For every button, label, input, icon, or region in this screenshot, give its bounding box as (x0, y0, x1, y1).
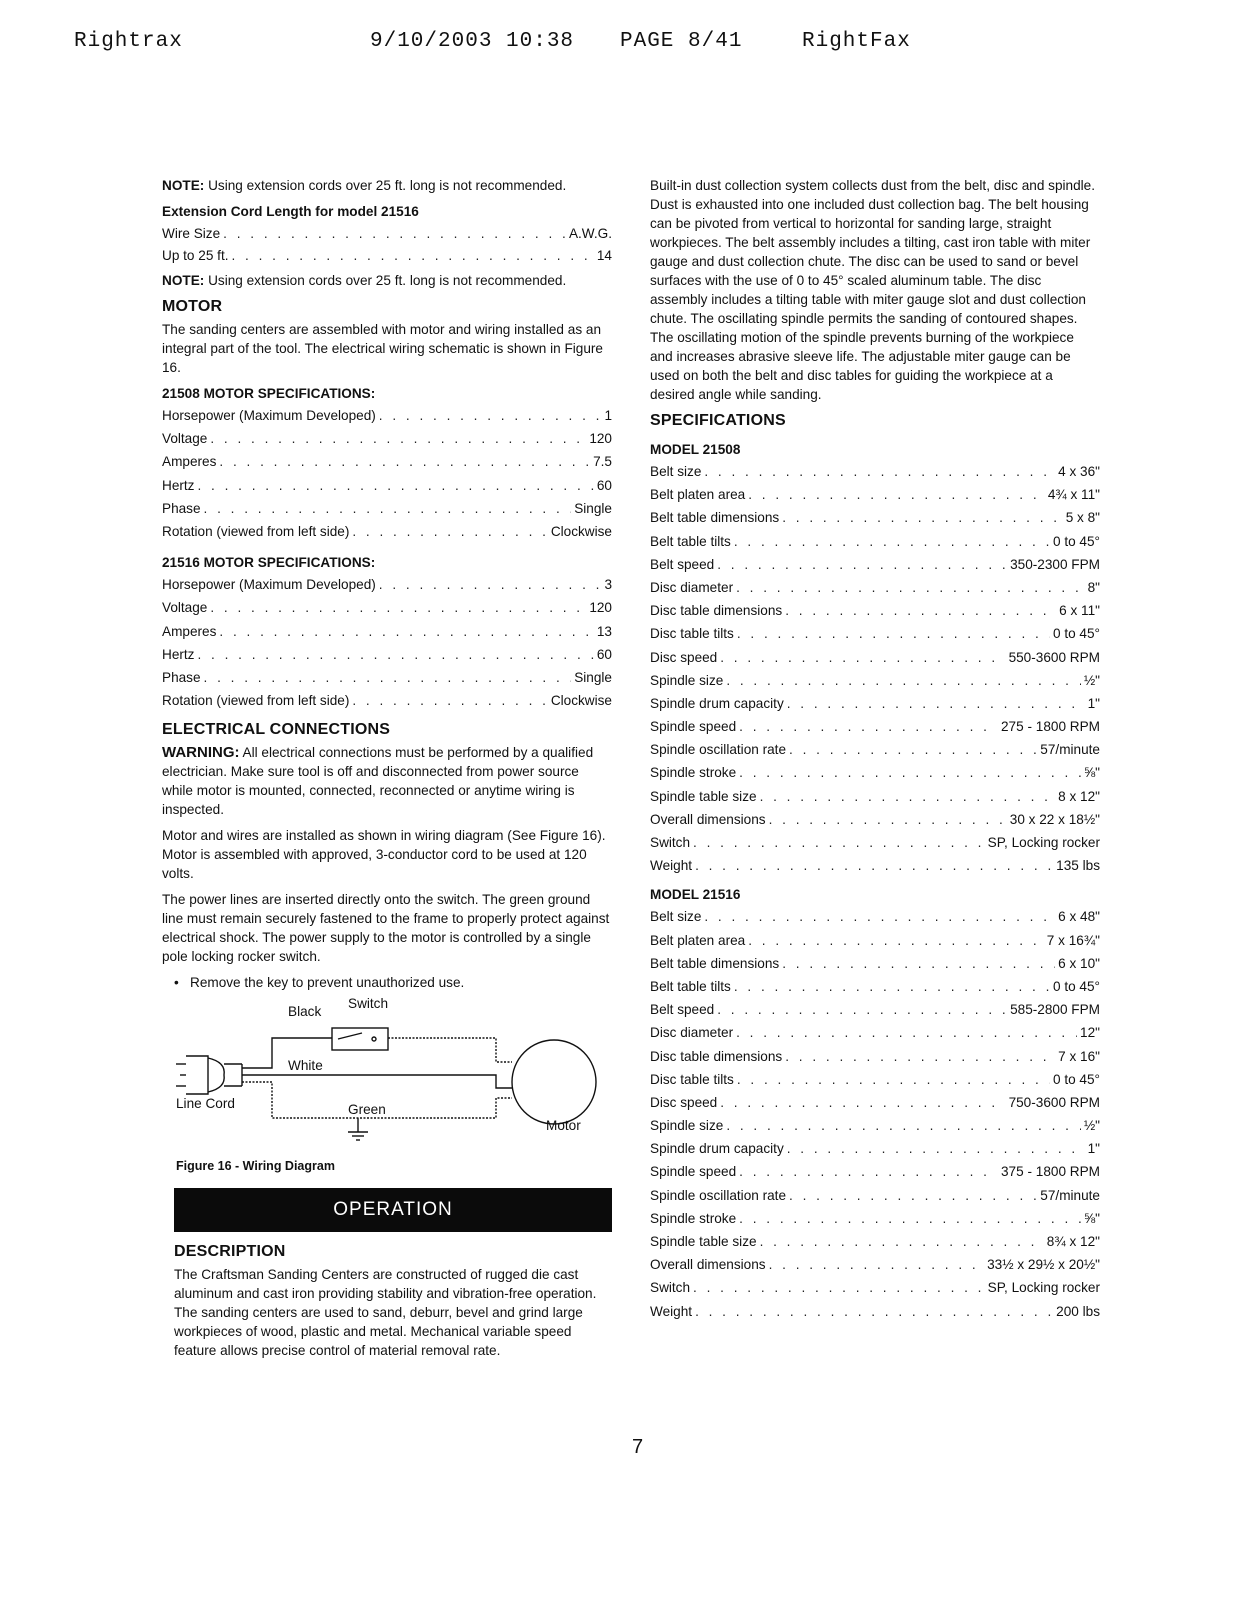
leader-dots (204, 668, 572, 687)
electrical-paragraph-3: The power lines are inserted directly onto the switch. The green ground line must remain securely fastened to the frame to properly protect against electrical shock. The power supply to the motor is controlled by a single pole locking rocker switch. (162, 892, 610, 965)
spec-row (650, 810, 1100, 833)
spec-value: Clockwise (550, 523, 612, 539)
spec-label: Amperes (162, 454, 217, 470)
leader-dots (232, 246, 594, 265)
spec-value: 1 (604, 408, 612, 423)
spec-row (650, 977, 1100, 1000)
spec-21508-heading: 21508 MOTOR SPECIFICATIONS: (162, 386, 376, 401)
left-column (162, 176, 612, 1367)
leader-dots (693, 833, 985, 852)
spec-value: 30 x 22 x 18½" (1009, 811, 1100, 827)
spec-row (650, 954, 1100, 977)
spec-value: 350-2300 FPM (1010, 556, 1100, 572)
spec-value: 135 lbs (1056, 858, 1100, 874)
spec-value: ⅝" (1083, 1210, 1100, 1226)
leader-dots (739, 1209, 1081, 1228)
spec-value: 14 (596, 248, 612, 263)
leader-dots (210, 429, 586, 448)
spec-label: Voltage (162, 600, 208, 616)
leader-dots (769, 1255, 985, 1274)
spec-label: Belt size (650, 909, 702, 925)
spec-row (650, 1255, 1100, 1278)
leader-dots (737, 1070, 1050, 1089)
leader-dots (219, 452, 590, 471)
leader-dots (748, 931, 1044, 950)
spec-row (650, 578, 1100, 601)
specifications-heading: SPECIFICATIONS (650, 412, 786, 429)
motor-circle (512, 1040, 596, 1124)
leader-dots (717, 1000, 1007, 1019)
leader-dots (379, 406, 602, 425)
spec-value: 8" (1087, 579, 1100, 595)
spec-label: Phase (162, 669, 201, 685)
spec-value: 120 (589, 600, 612, 616)
note-2 (162, 271, 612, 290)
motor-heading: MOTOR (162, 298, 223, 315)
spec-row (650, 1232, 1100, 1255)
spec-21508-table (162, 406, 612, 545)
cord-jacket (224, 1064, 242, 1086)
spec-value: 60 (596, 477, 612, 493)
spec-row (650, 907, 1100, 930)
leader-dots (695, 1302, 1053, 1321)
spec-label: Belt table tilts (650, 978, 731, 994)
spec-label: Belt table dimensions (650, 955, 780, 971)
spec-row (650, 717, 1100, 740)
spec-value: 375 - 1800 RPM (1001, 1164, 1100, 1180)
leader-dots (782, 508, 1062, 527)
spec-label: Spindle drum capacity (650, 695, 784, 711)
spec-row (650, 1070, 1100, 1093)
spec-row (162, 691, 612, 714)
leader-dots (695, 856, 1053, 875)
leader-dots (717, 555, 1007, 574)
motor-text: The sanding centers are assembled with motor and wiring installed as an integral part of the tool. The electrical wiring schematic is shown in Figure 16. (162, 322, 603, 375)
leader-dots (785, 1047, 1055, 1066)
spec-row (650, 833, 1100, 856)
spec-value: 12" (1080, 1025, 1100, 1041)
switch-to-motor-wire (388, 1038, 512, 1062)
model-21508-table (650, 462, 1100, 879)
spec-row (650, 555, 1100, 578)
spec-row (650, 532, 1100, 555)
spec-label: Hertz (162, 477, 195, 493)
leader-dots (748, 485, 1045, 504)
leader-dots (782, 954, 1055, 973)
electrical-heading: ELECTRICAL CONNECTIONS (162, 721, 391, 739)
leader-dots (787, 694, 1085, 713)
fax-sender: Rightrax (74, 30, 183, 53)
leader-dots (726, 671, 1081, 690)
spec-value: 6 x 10" (1058, 955, 1100, 971)
leader-dots (737, 624, 1050, 643)
leader-dots (789, 1186, 1037, 1205)
spec-label: Disc table dimensions (650, 603, 783, 619)
switch-contact (372, 1037, 376, 1041)
spec-value: 60 (596, 646, 612, 662)
spec-row (650, 1302, 1100, 1325)
wiring-diagram-drawing (162, 998, 602, 1153)
spec-value: 120 (589, 431, 612, 447)
spec-row (650, 856, 1100, 879)
spec-row (162, 622, 612, 645)
warning-text: All electrical connections must be performed by a qualified electrician. Make sure tool is off and disconnected from power source while motor is mounted, connected, reconnected or anytime wiring is inspected. (162, 745, 594, 818)
white-wire (242, 1075, 512, 1088)
spec-value: 4 x 36" (1058, 464, 1100, 479)
spec-row (650, 1000, 1100, 1023)
leader-dots (219, 622, 593, 641)
spec-label: Spindle size (650, 672, 724, 688)
right-column (650, 176, 1100, 1325)
spec-row (162, 598, 612, 621)
leader-dots (197, 476, 593, 495)
spec-value: 7.5 (593, 454, 612, 470)
spec-value: 57/minute (1040, 1187, 1100, 1203)
model-21516-table (650, 907, 1100, 1324)
spec-value: 1" (1087, 1141, 1100, 1157)
leader-dots (789, 740, 1037, 759)
leader-dots (704, 462, 1055, 481)
note-1-label: NOTE: (162, 178, 205, 193)
spec-row (162, 429, 612, 452)
note-2-label: NOTE: (162, 273, 205, 288)
spec-label: Spindle stroke (650, 765, 737, 781)
spec-label: Belt table tilts (650, 533, 731, 549)
spec-row (650, 931, 1100, 954)
leader-dots (352, 691, 547, 710)
leader-dots (197, 645, 593, 664)
leader-dots (739, 1162, 998, 1181)
leader-dots (760, 1232, 1044, 1251)
electrical-paragraph-2: Motor and wires are installed as shown in wiring diagram (See Figure 16). Motor is assembled with approved, 3-conductor cord to be used at 120 volts. (162, 828, 606, 882)
spec-row (650, 1116, 1100, 1139)
spec-label: Switch (650, 1280, 691, 1296)
spec-value: SP, Locking rocker (987, 1280, 1100, 1296)
spec-label: Spindle oscillation rate (650, 1187, 787, 1203)
spec-row (650, 485, 1100, 508)
spec-value: A.W.G. (568, 226, 612, 241)
spec-label: Belt speed (650, 1002, 715, 1018)
spec-value: 33½ x 29½ x 20½" (987, 1257, 1100, 1273)
leader-dots (739, 717, 998, 736)
spec-label: Overall dimensions (650, 1257, 766, 1273)
spec-row (650, 671, 1100, 694)
bullet-icon: • (174, 975, 179, 991)
spec-row (162, 575, 612, 598)
leader-dots (734, 532, 1050, 551)
spec-label: Disc diameter (650, 1025, 734, 1041)
spec-label: Weight (650, 858, 693, 874)
warning-paragraph (162, 743, 612, 819)
spec-row (162, 246, 612, 268)
note-1-text: Using extension cords over 25 ft. long is not recommended. (204, 178, 567, 193)
page-number: 7 (632, 1436, 644, 1458)
spec-row (650, 624, 1100, 647)
leader-dots (736, 1023, 1077, 1042)
spec-value: 13 (596, 623, 612, 639)
spec-label: Weight (650, 1303, 693, 1319)
spec-label: Disc speed (650, 1094, 718, 1110)
spec-value: 275 - 1800 RPM (1001, 719, 1100, 735)
spec-value: 57/minute (1040, 742, 1100, 758)
spec-label: Disc table tilts (650, 626, 734, 642)
spec-label: Spindle size (650, 1118, 724, 1134)
bullet-item (162, 973, 612, 992)
spec-label: Voltage (162, 431, 208, 447)
spec-row (162, 499, 612, 522)
spec-row (650, 1186, 1100, 1209)
spec-value: Single (574, 500, 612, 516)
spec-label: Spindle drum capacity (650, 1141, 784, 1157)
spec-label: Switch (650, 835, 691, 850)
leader-dots (787, 1139, 1085, 1158)
spec-row (162, 522, 612, 545)
leader-dots (769, 810, 1007, 829)
spec-row (650, 1209, 1100, 1232)
spec-value: 585-2800 FPM (1010, 1002, 1100, 1018)
spec-label: Rotation (viewed from left side) (162, 523, 350, 539)
fax-page: PAGE 8/41 (620, 30, 743, 53)
spec-value: 3 (604, 577, 612, 593)
spec-row (162, 452, 612, 475)
spec-row (650, 462, 1100, 485)
spec-value: 7 x 16¾" (1046, 932, 1100, 948)
spec-row (650, 1139, 1100, 1162)
leader-dots (785, 601, 1056, 620)
spec-value: Clockwise (550, 693, 612, 709)
spec-label: Overall dimensions (650, 811, 766, 827)
description-heading: DESCRIPTION (174, 1243, 286, 1261)
spec-value: 5 x 8" (1065, 510, 1100, 526)
leader-dots (352, 522, 547, 541)
operation-banner: OPERATION (174, 1188, 612, 1232)
spec-label: Belt platen area (650, 932, 746, 948)
spec-value: 6 x 48" (1058, 909, 1100, 925)
note-2-text: Using extension cords over 25 ft. long is not recommended. (204, 273, 567, 288)
leader-dots (720, 1093, 1005, 1112)
leader-dots (734, 977, 1050, 996)
leader-dots (693, 1278, 985, 1297)
spec-label: Wire Size (162, 226, 221, 241)
spec-label: Spindle speed (650, 1164, 737, 1180)
spec-value: 0 to 45° (1052, 978, 1100, 994)
spec-value: 8¾ x 12" (1046, 1234, 1100, 1249)
model-21516-heading: MODEL 21516 (650, 887, 741, 903)
plug-body (186, 1056, 208, 1094)
spec-value: 1" (1087, 695, 1100, 711)
fax-service: RightFax (802, 30, 911, 53)
spec-label: Disc diameter (650, 579, 734, 595)
spec-row (650, 1023, 1100, 1046)
spec-label: Hertz (162, 646, 195, 662)
spec-label: Phase (162, 500, 201, 516)
spec-label: Belt speed (650, 556, 715, 572)
spec-value: 0 to 45° (1052, 533, 1100, 549)
spec-row (650, 601, 1100, 624)
leader-dots (210, 598, 586, 617)
bullet-text: Remove the key to prevent unauthorized use. (190, 975, 465, 991)
spec-row (650, 694, 1100, 717)
fax-header (0, 30, 1238, 58)
spec-label: Disc table tilts (650, 1071, 734, 1087)
switch-label: Switch (348, 996, 389, 1012)
ext-cord-heading: Extension Cord Length for model 21516 (162, 204, 419, 219)
spec-label: Disc table dimensions (650, 1048, 783, 1064)
spec-value: 0 to 45° (1052, 626, 1100, 642)
spec-row (650, 763, 1100, 786)
spec-21516-heading: 21516 MOTOR SPECIFICATIONS: (162, 555, 376, 571)
wiring-diagram (162, 998, 602, 1153)
spec-value: 0 to 45° (1052, 1071, 1100, 1087)
intro-text: Built-in dust collection system collects dust from the belt, disc and spindle. Dust is exhausted into one included dust collection bag. The belt housing can be pivoted from vertical to horizontal for sanding large, straight workpieces. The belt assembly includes a tilting, cast iron table with miter gauge and dust collection chute. The disc can be used to sand or bevel surfaces with the use of 0 to 45° scaled aluminum table. The disc assembly includes a tilting table with miter gauge slot and dust collection chute. The oscillating spindle permits the sanding of contoured shapes. The oscillating motion of the spindle prevents burning of the workpiece and increases abrasive sleeve life. The adjustable miter gauge can be used on both the belt and disc tables for guiding the workpiece at a desired angle while sanding. (650, 178, 1096, 402)
motor-label: Motor (546, 1118, 581, 1134)
spec-label: Amperes (162, 623, 217, 639)
spec-row (162, 476, 612, 499)
spec-label: Horsepower (Maximum Developed) (162, 408, 376, 423)
spec-row (650, 1278, 1100, 1301)
spec-value: ⅝" (1083, 765, 1100, 781)
spec-label: Belt size (650, 464, 702, 479)
spec-label: Spindle oscillation rate (650, 742, 787, 758)
spec-value: 7 x 16" (1058, 1048, 1100, 1064)
spec-value: 550-3600 RPM (1008, 649, 1100, 665)
spec-value: 8 x 12" (1058, 788, 1100, 804)
spec-label: Spindle table size (650, 788, 757, 804)
warning-label: WARNING: (162, 744, 240, 762)
leader-dots (704, 907, 1055, 926)
spec-row (650, 740, 1100, 763)
spec-row (650, 1047, 1100, 1070)
spec-label: Rotation (viewed from left side) (162, 693, 350, 709)
spec-value: 6 x 11" (1059, 603, 1100, 619)
leader-dots (739, 763, 1081, 782)
line-cord-label: Line Cord (176, 1096, 235, 1112)
spec-label: Disc speed (650, 649, 718, 665)
spec-label: Belt platen area (650, 487, 746, 503)
note-1 (162, 176, 612, 195)
spec-row (650, 787, 1100, 810)
spec-label: Spindle stroke (650, 1210, 737, 1226)
spec-row (162, 645, 612, 668)
spec-value: Single (574, 669, 612, 685)
spec-label: Up to 25 ft. (162, 248, 229, 263)
spec-label: Belt table dimensions (650, 510, 780, 526)
ext-cord-table (162, 224, 612, 268)
spec-value: 750-3600 RPM (1008, 1094, 1100, 1110)
model-21508-heading: MODEL 21508 (650, 442, 741, 457)
switch-lever (338, 1033, 362, 1039)
plug-strain (208, 1058, 224, 1092)
leader-dots (223, 224, 566, 243)
spec-value: ½" (1083, 1118, 1100, 1134)
figure-caption: Figure 16 - Wiring Diagram (176, 1159, 335, 1174)
leader-dots (720, 648, 1005, 667)
leader-dots (726, 1116, 1081, 1135)
spec-value: SP, Locking rocker (987, 835, 1100, 850)
spec-row (162, 224, 612, 246)
spec-row (650, 1162, 1100, 1185)
spec-row (650, 1093, 1100, 1116)
leader-dots (379, 575, 602, 594)
leader-dots (736, 578, 1085, 597)
spec-row (162, 668, 612, 691)
spec-label: Horsepower (Maximum Developed) (162, 577, 376, 593)
spec-value: ½" (1083, 672, 1100, 688)
leader-dots (760, 787, 1056, 806)
spec-label: Spindle speed (650, 719, 737, 735)
spec-value: 4¾ x 11" (1047, 487, 1100, 503)
spec-row (162, 406, 612, 429)
description-text: The Craftsman Sanding Centers are constructed of rugged die cast aluminum and cast iron providing stability and vibration-free operation. The sanding centers are used to sand, deburr, bevel and grind large workpieces of wood, plastic and metal. Mechanical variable speed feature allows precise control of material removal rate. (174, 1267, 597, 1359)
spec-row (650, 648, 1100, 671)
spec-row (650, 508, 1100, 531)
white-wire-label: White (288, 1058, 323, 1074)
spec-21516-table (162, 575, 612, 714)
spec-label: Spindle table size (650, 1234, 757, 1249)
black-wire-label: Black (288, 1004, 322, 1020)
green-wire-label: Green (348, 1102, 386, 1118)
fax-datetime: 9/10/2003 10:38 (370, 30, 575, 53)
leader-dots (204, 499, 572, 518)
spec-value: 200 lbs (1056, 1303, 1100, 1319)
